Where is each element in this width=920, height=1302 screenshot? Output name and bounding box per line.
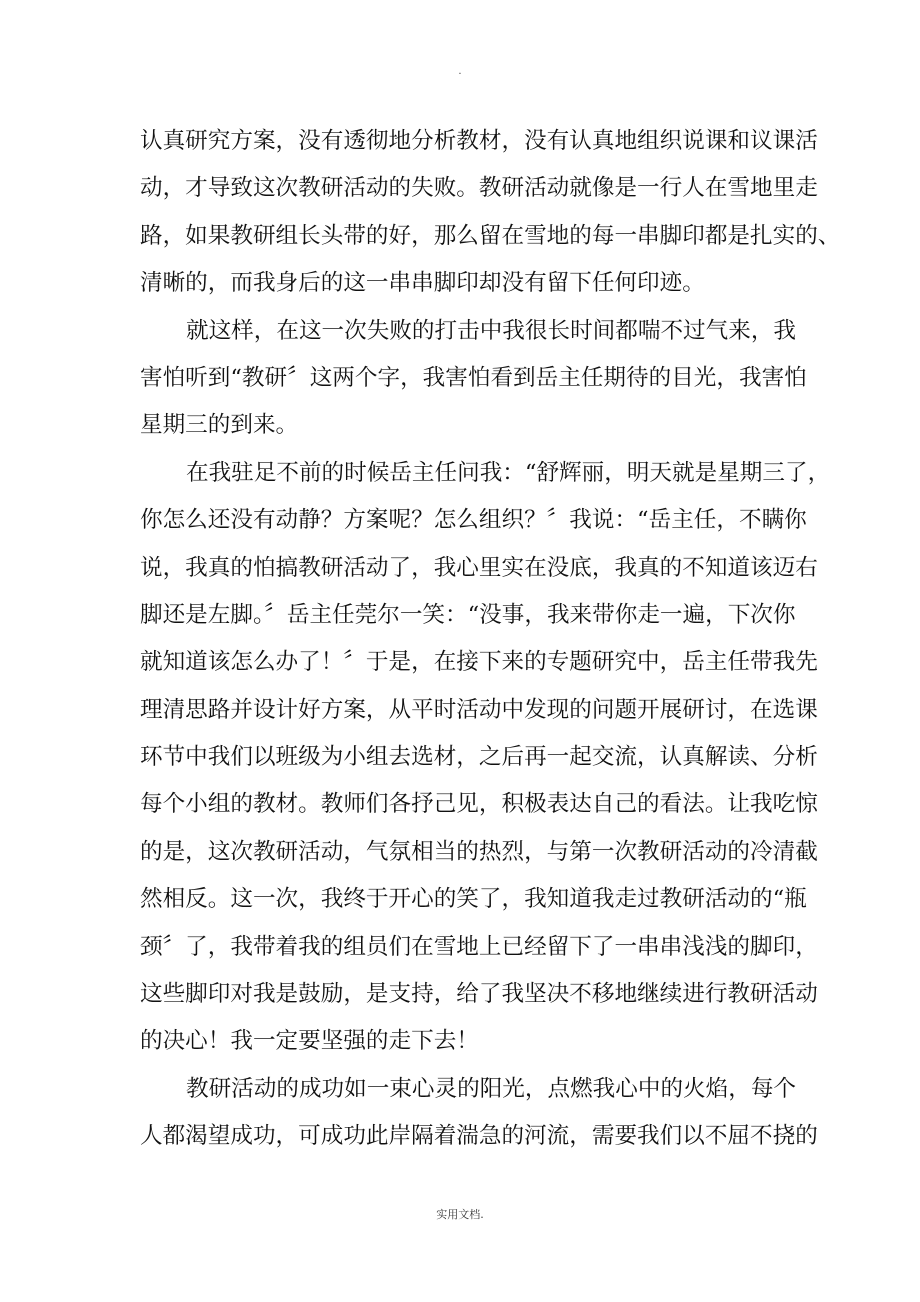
- text-line: 星期三的到来。: [140, 412, 299, 439]
- page-footer: 实用文档.: [436, 1208, 484, 1221]
- text-line: 说，我真的怕搞教研活动了，我心里实在没底，我真的不知道该迈右: [140, 554, 818, 581]
- text-line: 脚还是左脚。〞岳主任莞尔一笑：“没事，我来带你走一遍，下次你: [140, 601, 796, 628]
- text-line: 的是，这次教研活动，气氛相当的热烈，与第一次教研活动的冷清截: [140, 838, 818, 865]
- text-line: 颈〞了，我带着我的组员们在雪地上已经留下了一串串浅浅的脚印，: [140, 933, 818, 960]
- document-body: [140, 118, 841, 1161]
- text-line: 认真研究方案，没有透彻地分析教材，没有认真地组织说课和议课活: [140, 128, 818, 154]
- text-line: 这些脚印对我是鼓励，是支持，给了我坚决不移地继续进行教研活动: [140, 981, 818, 1008]
- text-line: 然相反。这一次，我终于开心的笑了，我知道我走过教研活动的“瓶: [140, 886, 807, 913]
- text-line: 就这样，在这一次失败的打击中我很长时间都喘不过气来，我: [186, 317, 797, 344]
- text-line: 害怕听到“教研〞这两个字，我害怕看到岳主任期待的目光，我害怕: [140, 364, 807, 391]
- page-header-mark: .: [458, 66, 462, 77]
- text-line: 理清思路并设计好方案，从平时活动中发现的问题开展研讨，在选课: [140, 696, 818, 723]
- text-line: 的决心！我一定要坚强的走下去！: [140, 1028, 479, 1055]
- text-line: 路，如果教研组长头带的好，那么留在雪地的每一串脚印都是扎实的、: [140, 222, 841, 249]
- text-line: 每个小组的教材。教师们各抒己见，积极表达自己的看法。让我吃惊: [140, 791, 818, 818]
- text-line: 动，才导致这次教研活动的失败。教研活动就像是一行人在雪地里走: [140, 175, 818, 202]
- text-line: 教研活动的成功如一束心灵的阳光，点燃我心中的火焰，每个: [186, 1075, 797, 1102]
- text-line: 人都渴望成功，可成功此岸隔着湍急的河流，需要我们以不屈不挠的: [140, 1123, 818, 1150]
- text-line: 在我驻足不前的时候岳主任问我：“舒辉丽，明天就是星期三了，: [186, 459, 831, 486]
- text-line: 环节中我们以班级为小组去选材，之后再一起交流，认真解读、分析: [140, 744, 818, 771]
- text-line: 你怎么还没有动静？方案呢？怎么组织？〞我说：“岳主任，不瞒你: [140, 507, 807, 534]
- text-line: 清晰的，而我身后的这一串串脚印却没有留下任何印迹。: [140, 270, 705, 297]
- text-line: 就知道该怎么办了！〞于是，在接下来的专题研究中，岳主任带我先: [140, 649, 818, 676]
